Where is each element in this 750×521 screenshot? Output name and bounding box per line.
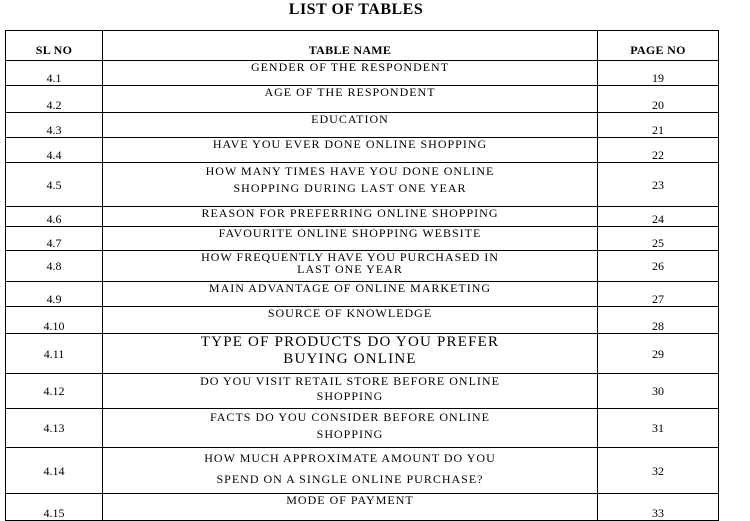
table-name-cell: HAVE YOU EVER DONE ONLINE SHOPPING: [103, 138, 598, 163]
page-no-cell: 22: [598, 138, 719, 163]
table-name-line: DO YOU VISIT RETAIL STORE BEFORE ONLINE: [200, 374, 500, 388]
table-name-cell: AGE OF THE RESPONDENT: [103, 86, 598, 113]
table-name-line: SHOPPING DURING LAST ONE YEAR: [233, 181, 467, 195]
sl-no-cell: 4.5: [6, 163, 103, 207]
table-name-line: SPEND ON A SINGLE ONLINE PURCHASE?: [216, 472, 484, 486]
page-no-cell: 20: [598, 86, 719, 113]
table-name-line: LAST ONE YEAR: [297, 262, 403, 276]
table-name-line: HOW MANY TIMES HAVE YOU DONE ONLINE: [205, 164, 495, 178]
table-row: [6, 113, 719, 138]
sl-no-cell: 4.3: [6, 113, 103, 138]
table-name-line: BUYING ONLINE: [283, 351, 417, 367]
page-no-cell: 24: [598, 207, 719, 227]
table-header-row: [6, 31, 719, 61]
table-name-cell: REASON FOR PREFERRING ONLINE SHOPPING: [103, 207, 598, 227]
sl-no-cell: 4.14: [6, 448, 103, 494]
table-name-cell: SOURCE OF KNOWLEDGE: [103, 307, 598, 334]
page-no-cell: 33: [598, 494, 719, 521]
table-name-cell: EDUCATION: [103, 113, 598, 138]
table-row: [6, 409, 719, 448]
page-no-cell: 23: [598, 163, 719, 207]
table-name-cell: [103, 448, 598, 494]
table-name-cell: [103, 163, 598, 207]
header-page-no: PAGE NO: [598, 31, 719, 61]
table-name-cell: [103, 334, 598, 374]
page-no-cell: 29: [598, 334, 719, 374]
table-name-cell: [103, 251, 598, 282]
sl-no-cell: 4.2: [6, 86, 103, 113]
sl-no-cell: 4.11: [6, 334, 103, 374]
header-sl-no: SL NO: [6, 31, 103, 61]
table-row: [6, 207, 719, 227]
page-title: LIST OF TABLES: [288, 1, 424, 18]
sl-no-cell: 4.4: [6, 138, 103, 163]
table-row: [6, 494, 719, 521]
table-name-cell: MODE OF PAYMENT: [103, 494, 598, 521]
table-row: [6, 227, 719, 251]
sl-no-cell: 4.10: [6, 307, 103, 334]
table-row: [6, 448, 719, 494]
table-row: [6, 163, 719, 207]
page-no-cell: 21: [598, 113, 719, 138]
sl-no-cell: 4.12: [6, 374, 103, 409]
sl-no-cell: 4.1: [6, 61, 103, 86]
page-no-cell: 28: [598, 307, 719, 334]
table-name-cell: MAIN ADVANTAGE OF ONLINE MARKETING: [103, 282, 598, 307]
sl-no-cell: 4.7: [6, 227, 103, 251]
list-of-tables: [5, 30, 719, 521]
table-row: [6, 61, 719, 86]
page-no-cell: 31: [598, 409, 719, 448]
header-table-name: TABLE NAME: [103, 31, 598, 61]
page-no-cell: 25: [598, 227, 719, 251]
table-row: [6, 86, 719, 113]
table-name-cell: [103, 374, 598, 409]
sl-no-cell: 4.9: [6, 282, 103, 307]
table-row: [6, 282, 719, 307]
table-name-line: FACTS DO YOU CONSIDER BEFORE ONLINE: [209, 410, 490, 424]
table-name-cell: GENDER OF THE RESPONDENT: [103, 61, 598, 86]
sl-no-cell: 4.6: [6, 207, 103, 227]
page-no-cell: 30: [598, 374, 719, 409]
sl-no-cell: 4.13: [6, 409, 103, 448]
table-name-line: TYPE OF PRODUCTS DO YOU PREFER: [200, 334, 500, 350]
table-row: [6, 251, 719, 282]
table-row: [6, 307, 719, 334]
sl-no-cell: 4.15: [6, 494, 103, 521]
table-name-line: SHOPPING: [316, 427, 384, 441]
table-name-cell: [103, 409, 598, 448]
table-name-cell: FAVOURITE ONLINE SHOPPING WEBSITE: [103, 227, 598, 251]
sl-no-cell: 4.8: [6, 251, 103, 282]
page-no-cell: 27: [598, 282, 719, 307]
table-row: [6, 374, 719, 409]
page-no-cell: 26: [598, 251, 719, 282]
table-row: [6, 334, 719, 374]
page-no-cell: 32: [598, 448, 719, 494]
page-no-cell: 19: [598, 61, 719, 86]
table-name-line: SHOPPING: [316, 389, 384, 403]
table-name-line: HOW MUCH APPROXIMATE AMOUNT DO YOU: [204, 451, 496, 465]
table-row: [6, 138, 719, 163]
table-name-line: HOW FREQUENTLY HAVE YOU PURCHASED IN: [201, 250, 499, 264]
